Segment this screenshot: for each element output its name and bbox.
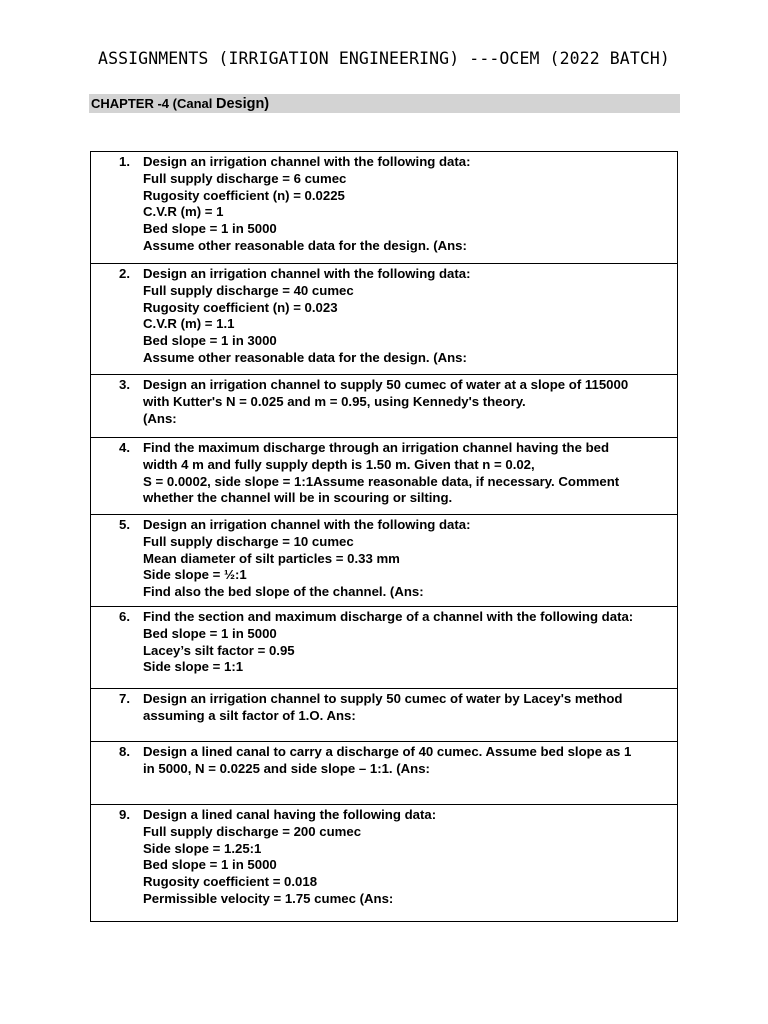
question-number: 6.	[119, 609, 130, 624]
question-line: S = 0.0002, side slope = 1:1Assume reasonable data, if necessary. Comment	[143, 473, 620, 489]
question-line: Find the section and maximum discharge of a channel with the following data:	[143, 609, 634, 624]
question-line: (Ans:	[143, 410, 177, 426]
chapter-heading-prefix: CHAPTER -4 (Canal	[91, 96, 216, 111]
question-row	[91, 688, 677, 741]
question-text	[143, 266, 669, 367]
question-text	[143, 609, 669, 676]
question-number: 7.	[119, 691, 130, 706]
question-line: Side slope = ½:1	[143, 567, 247, 583]
question-row	[91, 804, 677, 921]
question-row	[91, 263, 677, 374]
document-title: ASSIGNMENTS (IRRIGATION ENGINEERING) ---OCEM (2022 BATCH)	[98, 49, 670, 68]
question-line: Rugosity coefficient (n) = 0.023	[143, 299, 338, 315]
question-number: 3.	[119, 377, 130, 392]
question-line: Mean diameter of silt particles = 0.33 mm	[143, 550, 400, 566]
question-line: Bed slope = 1 in 3000	[143, 333, 277, 349]
question-line: assuming a silt factor of 1.O. Ans:	[143, 707, 356, 723]
question-line: Design a lined canal to carry a discharge of 40 cumec. Assume bed slope as 1	[143, 744, 632, 759]
question-line: Assume other reasonable data for the design. (Ans:	[143, 237, 467, 253]
question-line: C.V.R (m) = 1	[143, 204, 224, 220]
question-line: in 5000, N = 0.0225 and side slope – 1:1. (Ans:	[143, 760, 430, 776]
question-row	[91, 741, 677, 804]
question-number: 4.	[119, 440, 130, 455]
question-text	[143, 517, 669, 601]
question-text	[143, 744, 669, 778]
question-line: C.V.R (m) = 1.1	[143, 316, 235, 332]
question-row	[91, 606, 677, 688]
question-line: Rugosity coefficient = 0.018	[143, 874, 318, 890]
question-line: Find also the bed slope of the channel. (Ans:	[143, 584, 424, 600]
question-line: Side slope = 1.25:1	[143, 840, 262, 856]
question-line: Full supply discharge = 200 cumec	[143, 823, 362, 839]
question-text	[143, 440, 669, 507]
question-line: width 4 m and fully supply depth is 1.50 m. Given that n = 0.02,	[143, 456, 535, 472]
question-line: Full supply discharge = 10 cumec	[143, 533, 354, 549]
question-line: Permissible velocity = 1.75 cumec (Ans:	[143, 890, 394, 906]
question-number: 2.	[119, 266, 130, 281]
question-line: Design an irrigation channel with the following data:	[143, 266, 471, 281]
question-text	[143, 154, 669, 255]
question-text	[143, 691, 669, 725]
question-row	[91, 152, 677, 263]
question-line: Full supply discharge = 6 cumec	[143, 170, 347, 186]
question-line: Bed slope = 1 in 5000	[143, 857, 277, 873]
question-line: Full supply discharge = 40 cumec	[143, 282, 354, 298]
chapter-heading	[89, 94, 680, 113]
question-line: whether the channel will be in scouring or silting.	[143, 490, 453, 506]
question-line: Design an irrigation channel to supply 50 cumec of water at a slope of 115000	[143, 377, 629, 392]
question-number: 1.	[119, 154, 130, 169]
question-line: Side slope = 1:1	[143, 659, 244, 675]
question-line: Design a lined canal having the following data:	[143, 807, 437, 822]
question-line: Design an irrigation channel to supply 50 cumec of water by Lacey's method	[143, 691, 623, 706]
question-table	[90, 151, 678, 922]
question-number: 5.	[119, 517, 130, 532]
question-line: Bed slope = 1 in 5000	[143, 221, 277, 237]
question-number: 8.	[119, 744, 130, 759]
question-line: Design an irrigation channel with the following data:	[143, 154, 471, 169]
question-row	[91, 437, 677, 514]
question-line: Find the maximum discharge through an irrigation channel having the bed	[143, 440, 610, 455]
question-line: Design an irrigation channel with the following data:	[143, 517, 471, 532]
question-text	[143, 377, 669, 427]
question-line: Assume other reasonable data for the design. (Ans:	[143, 349, 467, 365]
question-row	[91, 374, 677, 437]
question-line: Rugosity coefficient (n) = 0.0225	[143, 187, 345, 203]
question-text	[143, 807, 669, 908]
question-line: Bed slope = 1 in 5000	[143, 625, 277, 641]
question-line: with Kutter's N = 0.025 and m = 0.95, using Kennedy's theory.	[143, 393, 526, 409]
question-number: 9.	[119, 807, 130, 822]
question-row	[91, 514, 677, 606]
chapter-heading-suffix: Design)	[215, 96, 270, 112]
question-line: Lacey’s silt factor = 0.95	[143, 642, 295, 658]
